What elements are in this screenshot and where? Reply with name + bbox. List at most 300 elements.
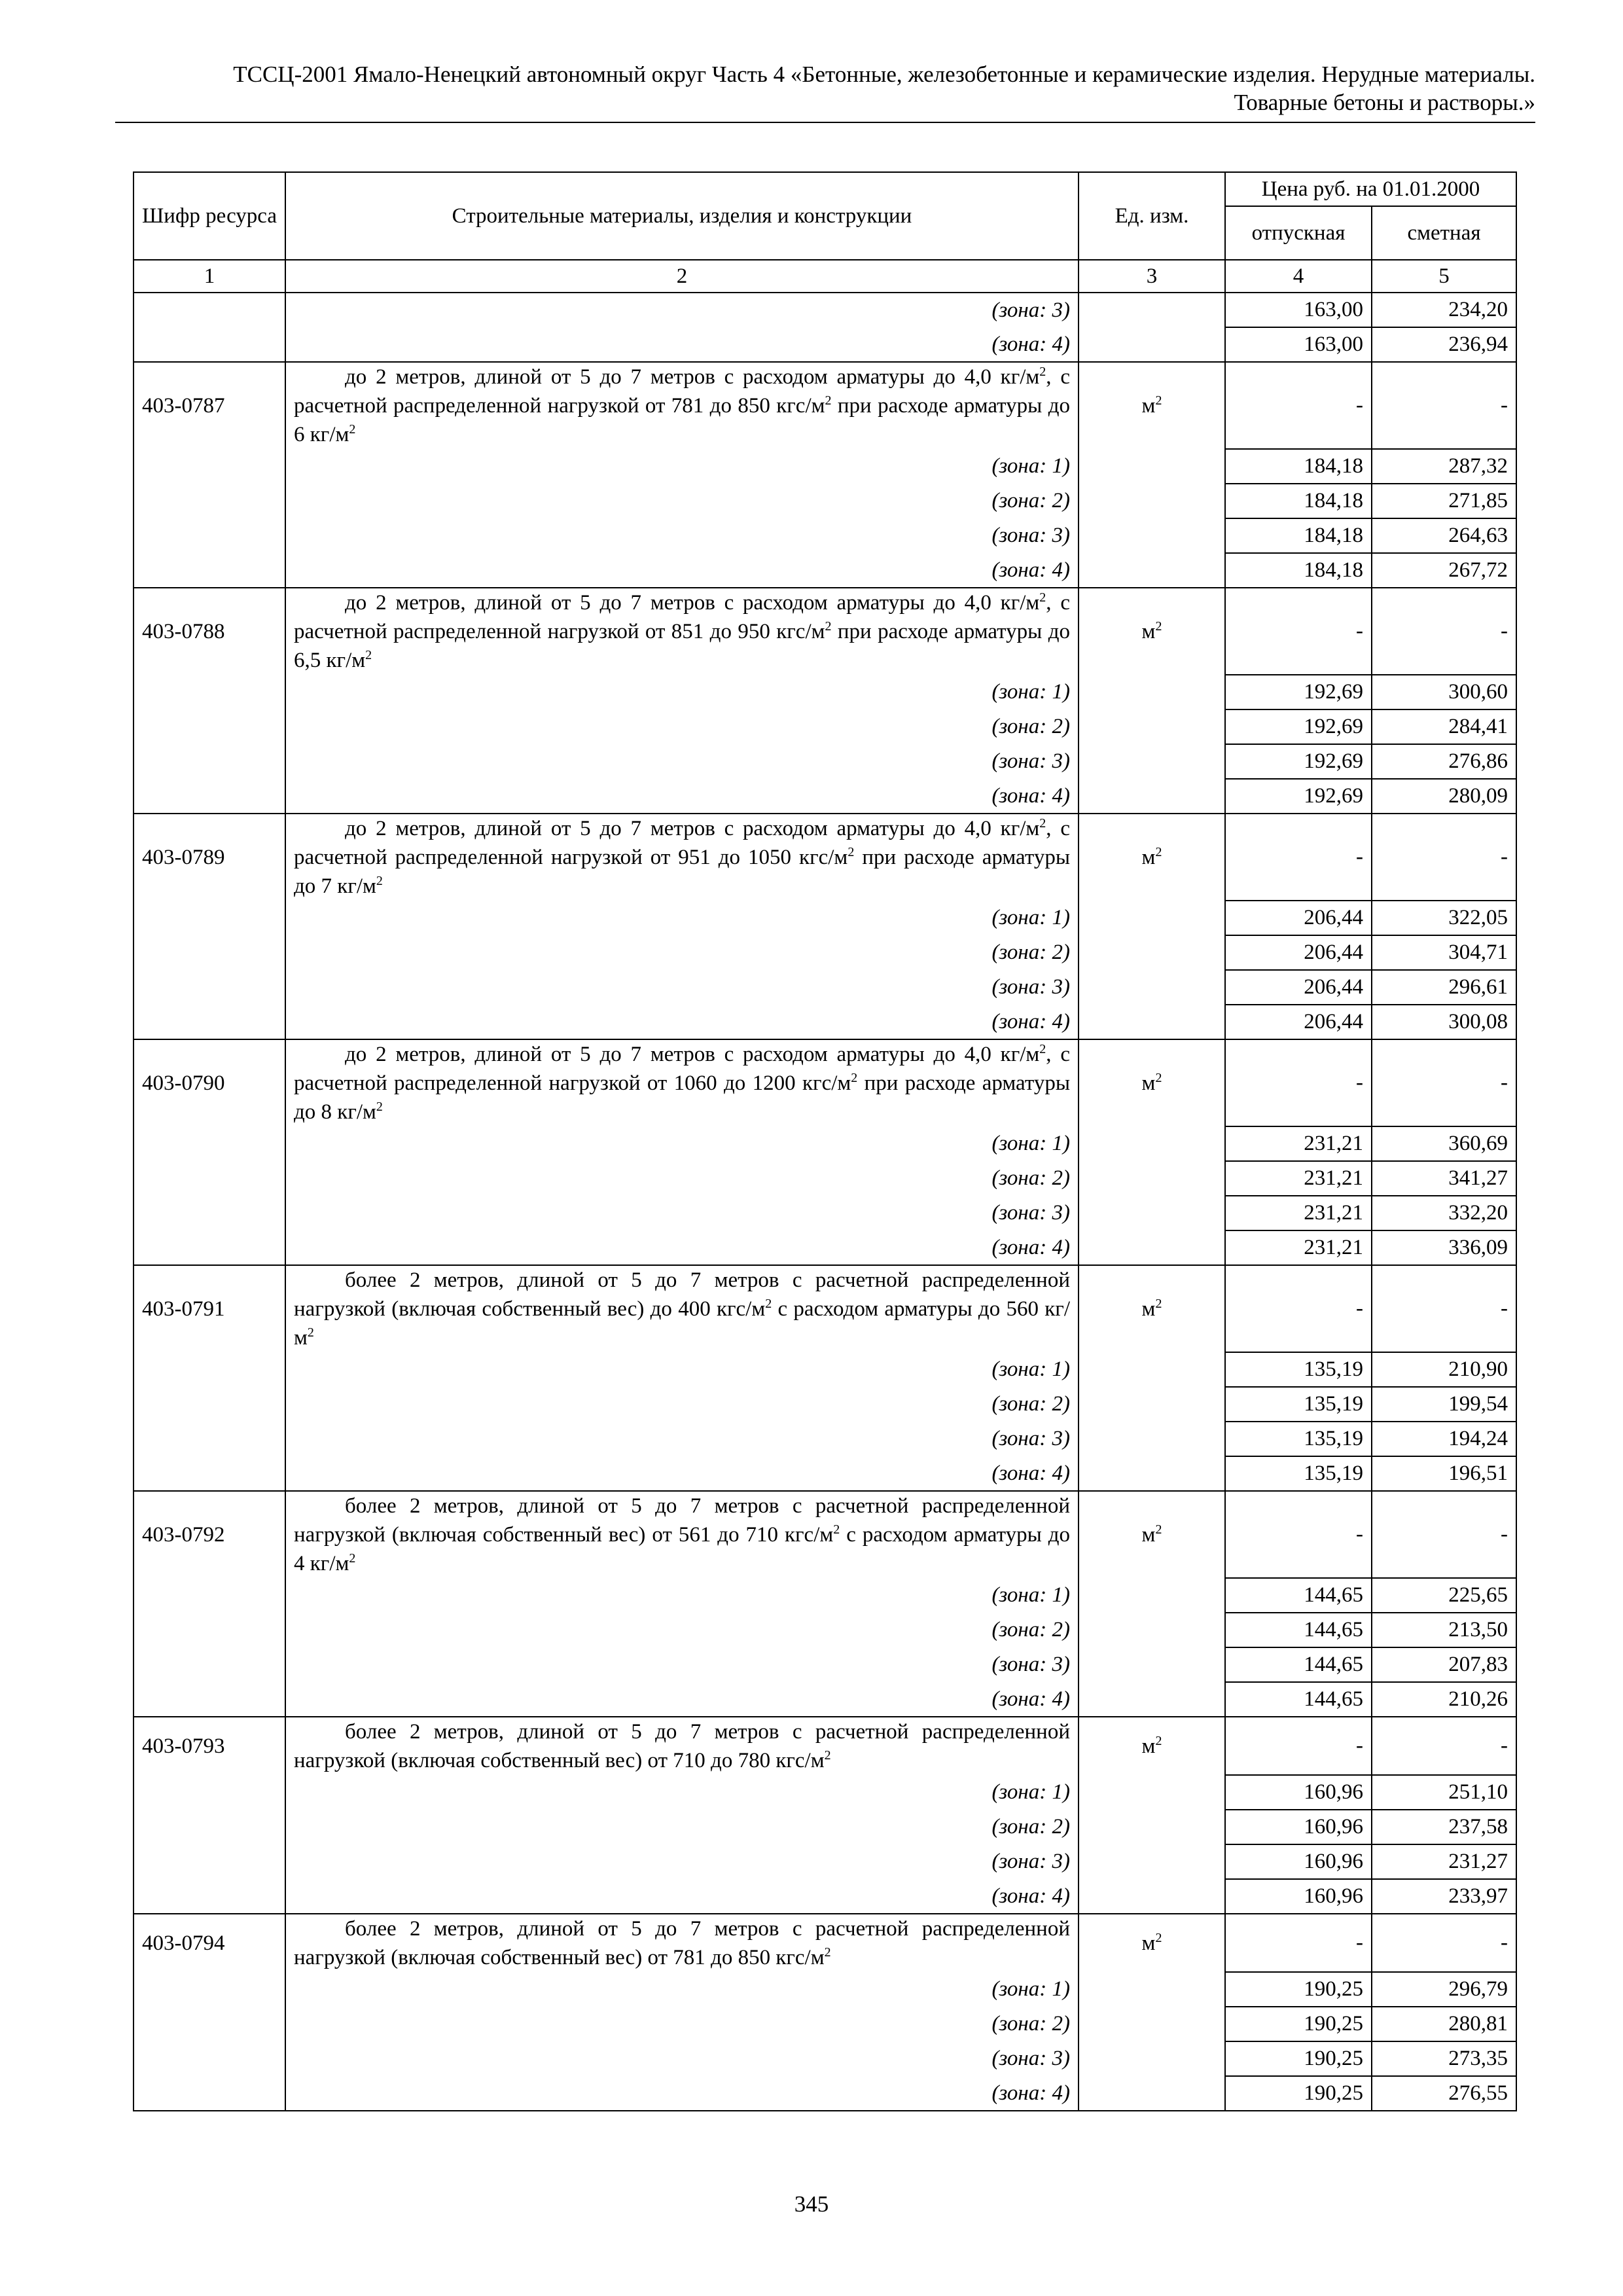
superscript: 2: [1155, 1522, 1162, 1537]
release-price: 144,65: [1225, 1613, 1372, 1647]
unit-cell-empty: [1079, 484, 1225, 518]
code-cell-empty: [134, 970, 285, 1005]
zone-row: [134, 518, 1516, 553]
zone-label: (зона: 1): [285, 1578, 1079, 1613]
release-price: 184,18: [1225, 449, 1372, 484]
zone-row: [134, 779, 1516, 814]
release-price: 192,69: [1225, 744, 1372, 779]
superscript: 2: [824, 1945, 831, 1960]
resource-code: 403-0791: [134, 1265, 285, 1352]
zone-label: (зона: 1): [285, 1775, 1079, 1810]
superscript: 2: [1155, 1930, 1162, 1945]
col-number: 1: [134, 260, 285, 293]
unit-cell-empty: [1079, 1230, 1225, 1265]
resource-code: 403-0794: [134, 1914, 285, 1972]
release-price: 184,18: [1225, 518, 1372, 553]
col-header-unit: Ед. изм.: [1079, 172, 1225, 260]
release-price: 206,44: [1225, 970, 1372, 1005]
zone-label: (зона: 4): [285, 1005, 1079, 1039]
estimate-price: 196,51: [1372, 1456, 1516, 1491]
zone-row: [134, 2041, 1516, 2076]
zone-label: (зона: 3): [285, 1422, 1079, 1456]
header-rule: [115, 122, 1535, 123]
estimate-price: 234,20: [1372, 293, 1516, 327]
description-part: при расходе арматуры до 6,5 кг/м: [294, 620, 1070, 672]
unit-cell: [1079, 1039, 1225, 1126]
code-cell-empty: [134, 293, 285, 327]
col-header-code: Шифр ресурса: [134, 172, 285, 260]
release-price: 190,25: [1225, 2041, 1372, 2076]
resource-row: [134, 814, 1516, 901]
unit-cell-empty: [1079, 293, 1225, 327]
unit-cell-empty: [1079, 1196, 1225, 1230]
resource-group: [134, 1491, 1516, 1717]
zone-row: [134, 1352, 1516, 1387]
code-cell-empty: [134, 1775, 285, 1810]
code-cell-empty: [134, 327, 285, 362]
unit-cell-empty: [1079, 970, 1225, 1005]
code-cell-empty: [134, 1844, 285, 1879]
unit-cell: [1079, 1914, 1225, 1972]
estimate-price: 360,69: [1372, 1126, 1516, 1161]
material-description: [285, 362, 1079, 449]
code-cell-empty: [134, 1613, 285, 1647]
resource-row: [134, 362, 1516, 449]
code-cell-empty: [134, 1387, 285, 1422]
unit-cell-empty: [1079, 1972, 1225, 2007]
zone-row: [134, 1879, 1516, 1914]
zone-row: [134, 1647, 1516, 1682]
code-cell-empty: [134, 709, 285, 744]
estimate-price: 280,81: [1372, 2007, 1516, 2041]
estimate-price: 194,24: [1372, 1422, 1516, 1456]
zone-row: [134, 1126, 1516, 1161]
col-header-price: Цена руб. на 01.01.2000: [1225, 172, 1516, 206]
superscript: 2: [1039, 590, 1046, 605]
code-cell-empty: [134, 1682, 285, 1717]
unit-cell-empty: [1079, 2076, 1225, 2111]
superscript: 2: [349, 422, 356, 437]
release-price: 190,25: [1225, 1972, 1372, 2007]
zone-label: (зона: 1): [285, 449, 1079, 484]
release-price: -: [1225, 1491, 1372, 1578]
superscript: 2: [824, 1748, 831, 1763]
estimate-price: 267,72: [1372, 553, 1516, 588]
zone-row: [134, 1456, 1516, 1491]
release-price: 135,19: [1225, 1387, 1372, 1422]
release-price: 206,44: [1225, 935, 1372, 970]
table-header: [134, 172, 1516, 293]
resource-row: [134, 1491, 1516, 1578]
estimate-price: 336,09: [1372, 1230, 1516, 1265]
code-cell-empty: [134, 1161, 285, 1196]
unit-cell-empty: [1079, 1647, 1225, 1682]
zone-label: (зона: 2): [285, 935, 1079, 970]
col-header-release: отпускная: [1225, 206, 1372, 260]
unit-cell-empty: [1079, 779, 1225, 814]
code-cell-empty: [134, 2076, 285, 2111]
release-price: 190,25: [1225, 2007, 1372, 2041]
zone-label: (зона: 4): [285, 2076, 1079, 2111]
code-cell-empty: [134, 675, 285, 709]
release-price: 160,96: [1225, 1844, 1372, 1879]
zone-row: [134, 1972, 1516, 2007]
description-part: , с расчетной распределенной нагрузкой от 1060 до 1200 кгс/м: [294, 1043, 1070, 1095]
release-price: -: [1225, 362, 1372, 449]
zone-row: [134, 901, 1516, 935]
release-price: 135,19: [1225, 1422, 1372, 1456]
resource-code: 403-0788: [134, 588, 285, 675]
release-price: 144,65: [1225, 1578, 1372, 1613]
zone-row: [134, 744, 1516, 779]
unit-cell-empty: [1079, 1810, 1225, 1844]
resource-row: [134, 1265, 1516, 1352]
material-description: [285, 1265, 1079, 1352]
material-description: [285, 1717, 1079, 1775]
zone-label: (зона: 2): [285, 1161, 1079, 1196]
zone-label: (зона: 4): [285, 779, 1079, 814]
release-price: 231,21: [1225, 1126, 1372, 1161]
estimate-price: 280,09: [1372, 779, 1516, 814]
resource-row: [134, 1039, 1516, 1126]
col-header-material: Строительные материалы, изделия и конструкции: [285, 172, 1079, 260]
zone-row: [134, 1578, 1516, 1613]
code-cell-empty: [134, 484, 285, 518]
code-cell-empty: [134, 1126, 285, 1161]
superscript: 2: [1155, 844, 1162, 859]
zone-row: [134, 935, 1516, 970]
code-cell-empty: [134, 779, 285, 814]
superscript: 2: [1039, 365, 1046, 379]
release-price: 192,69: [1225, 675, 1372, 709]
estimate-price: 300,08: [1372, 1005, 1516, 1039]
code-cell-empty: [134, 744, 285, 779]
col-header-estimate: сметная: [1372, 206, 1516, 260]
release-price: 135,19: [1225, 1352, 1372, 1387]
description-part: до 2 метров, длиной от 5 до 7 метров с расходом арматуры до 4,0 кг/м: [345, 1043, 1040, 1066]
zone-row: [134, 970, 1516, 1005]
code-cell-empty: [134, 1352, 285, 1387]
unit-text: м: [1141, 845, 1156, 869]
col-number: 4: [1225, 260, 1372, 293]
zone-label: (зона: 1): [285, 675, 1079, 709]
estimate-price: 225,65: [1372, 1578, 1516, 1613]
zone-label: (зона: 3): [285, 293, 1079, 327]
superscript: 2: [1039, 1042, 1046, 1056]
zone-label: (зона: 2): [285, 484, 1079, 518]
unit-cell: [1079, 1717, 1225, 1775]
zone-row: [134, 2007, 1516, 2041]
resource-row: [134, 588, 1516, 675]
price-table: [133, 171, 1517, 2111]
resource-row: [134, 1914, 1516, 1972]
description-part: до 2 метров, длиной от 5 до 7 метров с расходом арматуры до 4,0 кг/м: [345, 591, 1040, 615]
code-cell-empty: [134, 2007, 285, 2041]
estimate-price: 264,63: [1372, 518, 1516, 553]
estimate-price: 276,86: [1372, 744, 1516, 779]
estimate-price: -: [1372, 1265, 1516, 1352]
col-number: 2: [285, 260, 1079, 293]
zone-row: [134, 1230, 1516, 1265]
unit-cell-empty: [1079, 449, 1225, 484]
description-part: более 2 метров, длиной от 5 до 7 метров с расчетной распределенной нагрузкой (включая собственный вес) от 781 до 850 кгс/м: [294, 1917, 1070, 1969]
estimate-price: 251,10: [1372, 1775, 1516, 1810]
code-cell-empty: [134, 1647, 285, 1682]
release-price: -: [1225, 814, 1372, 901]
unit-cell-empty: [1079, 1578, 1225, 1613]
unit-cell: [1079, 1491, 1225, 1578]
estimate-price: 210,90: [1372, 1352, 1516, 1387]
estimate-price: 304,71: [1372, 935, 1516, 970]
description-part: с расходом арматуры до 4 кг/м: [294, 1523, 1070, 1575]
estimate-price: -: [1372, 1491, 1516, 1578]
material-description: [285, 1491, 1079, 1578]
estimate-price: 233,97: [1372, 1879, 1516, 1914]
superscript: 2: [1039, 816, 1046, 831]
unit-cell-empty: [1079, 901, 1225, 935]
estimate-price: 213,50: [1372, 1613, 1516, 1647]
superscript: 2: [376, 874, 383, 888]
estimate-price: 231,27: [1372, 1844, 1516, 1879]
estimate-price: 322,05: [1372, 901, 1516, 935]
col-number: 3: [1079, 260, 1225, 293]
release-price: -: [1225, 588, 1372, 675]
unit-cell-empty: [1079, 1352, 1225, 1387]
code-cell-empty: [134, 1196, 285, 1230]
resource-code: 403-0787: [134, 362, 285, 449]
material-description: [285, 1914, 1079, 1972]
unit-cell-empty: [1079, 327, 1225, 362]
resource-group: [134, 1039, 1516, 1265]
resource-code: 403-0790: [134, 1039, 285, 1126]
zone-row: [134, 1161, 1516, 1196]
zone-label: (зона: 3): [285, 1647, 1079, 1682]
estimate-price: 276,55: [1372, 2076, 1516, 2111]
unit-cell-empty: [1079, 1456, 1225, 1491]
code-cell-empty: [134, 1972, 285, 2007]
unit-cell-empty: [1079, 1005, 1225, 1039]
page-number: 345: [794, 2191, 829, 2217]
estimate-price: 284,41: [1372, 709, 1516, 744]
superscript: 2: [825, 619, 832, 634]
zone-label: (зона: 4): [285, 1682, 1079, 1717]
zone-label: (зона: 1): [285, 1126, 1079, 1161]
unit-cell-empty: [1079, 1844, 1225, 1879]
resource-group: [134, 1914, 1516, 2111]
superscript: 2: [307, 1325, 314, 1340]
zone-row: [134, 675, 1516, 709]
zone-row: [134, 327, 1516, 362]
zone-label: (зона: 1): [285, 1972, 1079, 2007]
zone-label: (зона: 1): [285, 1352, 1079, 1387]
release-price: 206,44: [1225, 1005, 1372, 1039]
resource-code: 403-0789: [134, 814, 285, 901]
estimate-price: 273,35: [1372, 2041, 1516, 2076]
zone-row: [134, 293, 1516, 327]
unit-text: м: [1141, 1931, 1156, 1955]
release-price: 231,21: [1225, 1230, 1372, 1265]
unit-text: м: [1141, 1522, 1156, 1547]
estimate-price: 296,61: [1372, 970, 1516, 1005]
code-cell-empty: [134, 1230, 285, 1265]
estimate-price: 237,58: [1372, 1810, 1516, 1844]
release-price: 160,96: [1225, 1810, 1372, 1844]
superscript: 2: [847, 845, 855, 859]
code-cell-empty: [134, 1456, 285, 1491]
zone-label: (зона: 4): [285, 553, 1079, 588]
zone-row: [134, 1613, 1516, 1647]
release-price: 231,21: [1225, 1196, 1372, 1230]
zone-row: [134, 1422, 1516, 1456]
resource-group: [134, 1265, 1516, 1491]
description-part: до 2 метров, длиной от 5 до 7 метров с расходом арматуры до 4,0 кг/м: [345, 817, 1040, 840]
unit-cell-empty: [1079, 709, 1225, 744]
zone-row: [134, 1775, 1516, 1810]
estimate-price: -: [1372, 1039, 1516, 1126]
superscript: 2: [1155, 1733, 1162, 1748]
description-part: , с расчетной распределенной нагрузкой от 781 до 850 кгс/м: [294, 365, 1070, 418]
zone-label: (зона: 3): [285, 744, 1079, 779]
zone-label: (зона: 2): [285, 2007, 1079, 2041]
unit-cell-empty: [1079, 2007, 1225, 2041]
description-part: при расходе арматуры до 6 кг/м: [294, 394, 1070, 446]
superscript: 2: [833, 1522, 840, 1537]
release-price: -: [1225, 1039, 1372, 1126]
unit-text: м: [1141, 619, 1156, 643]
zone-row: [134, 1844, 1516, 1879]
estimate-price: 271,85: [1372, 484, 1516, 518]
material-description: [285, 814, 1079, 901]
zone-label: (зона: 4): [285, 1230, 1079, 1265]
col-number: 5: [1372, 260, 1516, 293]
release-price: 192,69: [1225, 709, 1372, 744]
superscript: 2: [376, 1100, 383, 1114]
unit-cell-empty: [1079, 518, 1225, 553]
release-price: 144,65: [1225, 1682, 1372, 1717]
superscript: 2: [825, 393, 832, 408]
release-price: 160,96: [1225, 1775, 1372, 1810]
description-part: , с расчетной распределенной нагрузкой от 851 до 950 кгс/м: [294, 591, 1070, 643]
unit-cell-empty: [1079, 744, 1225, 779]
description-part: с расходом арматуры до 560 кг/м: [294, 1297, 1070, 1350]
release-price: 231,21: [1225, 1161, 1372, 1196]
description-part: более 2 метров, длиной от 5 до 7 метров с расчетной распределенной нагрузкой (включая собственный вес) от 710 до 780 кгс/м: [294, 1720, 1070, 1772]
description-part: более 2 метров, длиной от 5 до 7 метров с расчетной распределенной нагрузкой (включая собственный вес) до 400 кгс/м: [294, 1268, 1070, 1321]
zone-label: (зона: 3): [285, 1844, 1079, 1879]
code-cell-empty: [134, 935, 285, 970]
zone-label: (зона: 1): [285, 901, 1079, 935]
estimate-price: 332,20: [1372, 1196, 1516, 1230]
estimate-price: 199,54: [1372, 1387, 1516, 1422]
unit-cell-empty: [1079, 1682, 1225, 1717]
release-price: 190,25: [1225, 2076, 1372, 2111]
code-cell-empty: [134, 1810, 285, 1844]
resource-group: [134, 814, 1516, 1039]
carryover-group: [134, 293, 1516, 362]
estimate-price: 287,32: [1372, 449, 1516, 484]
superscript: 2: [851, 1071, 858, 1085]
unit-cell-empty: [1079, 1161, 1225, 1196]
code-cell-empty: [134, 2041, 285, 2076]
release-price: 144,65: [1225, 1647, 1372, 1682]
unit-text: м: [1141, 1297, 1156, 1321]
code-cell-empty: [134, 1879, 285, 1914]
release-price: 163,00: [1225, 293, 1372, 327]
zone-label: (зона: 3): [285, 1196, 1079, 1230]
estimate-price: 207,83: [1372, 1647, 1516, 1682]
zone-row: [134, 1005, 1516, 1039]
description-part: при расходе арматуры до 7 кг/м: [294, 846, 1070, 898]
unit-cell-empty: [1079, 553, 1225, 588]
unit-text: м: [1141, 1071, 1156, 1095]
estimate-price: -: [1372, 362, 1516, 449]
zone-row: [134, 1682, 1516, 1717]
code-cell-empty: [134, 449, 285, 484]
zone-row: [134, 449, 1516, 484]
release-price: 163,00: [1225, 327, 1372, 362]
unit-cell-empty: [1079, 1422, 1225, 1456]
zone-label: (зона: 2): [285, 1387, 1079, 1422]
estimate-price: 300,60: [1372, 675, 1516, 709]
zone-label: (зона: 2): [285, 1810, 1079, 1844]
release-price: 184,18: [1225, 553, 1372, 588]
zone-label: (зона: 4): [285, 1879, 1079, 1914]
description-part: до 2 метров, длиной от 5 до 7 метров с расходом арматуры до 4,0 кг/м: [345, 365, 1040, 389]
estimate-price: 236,94: [1372, 327, 1516, 362]
resource-code: 403-0793: [134, 1717, 285, 1775]
estimate-price: -: [1372, 1717, 1516, 1775]
zone-label: (зона: 2): [285, 1613, 1079, 1647]
material-description: [285, 1039, 1079, 1126]
estimate-price: -: [1372, 814, 1516, 901]
release-price: 206,44: [1225, 901, 1372, 935]
column-numbers-row: [134, 260, 1516, 293]
zone-row: [134, 484, 1516, 518]
estimate-price: 210,26: [1372, 1682, 1516, 1717]
release-price: -: [1225, 1265, 1372, 1352]
resource-group: [134, 588, 1516, 814]
estimate-price: -: [1372, 588, 1516, 675]
unit-cell: [1079, 1265, 1225, 1352]
release-price: 192,69: [1225, 779, 1372, 814]
code-cell-empty: [134, 1005, 285, 1039]
unit-cell-empty: [1079, 935, 1225, 970]
release-price: -: [1225, 1914, 1372, 1972]
unit-cell-empty: [1079, 1387, 1225, 1422]
unit-text: м: [1141, 393, 1156, 418]
unit-cell: [1079, 588, 1225, 675]
superscript: 2: [1155, 393, 1162, 408]
unit-cell-empty: [1079, 1775, 1225, 1810]
release-price: 135,19: [1225, 1456, 1372, 1491]
unit-cell-empty: [1079, 1613, 1225, 1647]
unit-cell: [1079, 814, 1225, 901]
header-line-1: ТССЦ-2001 Ямало-Ненецкий автономный округ Часть 4 «Бетонные, железобетонные и керамические изделия. Нерудные материалы.: [233, 62, 1535, 87]
unit-cell: [1079, 362, 1225, 449]
zone-row: [134, 2076, 1516, 2111]
unit-text: м: [1141, 1734, 1156, 1758]
superscript: 2: [1155, 1296, 1162, 1311]
unit-cell-empty: [1079, 1879, 1225, 1914]
release-price: 184,18: [1225, 484, 1372, 518]
zone-row: [134, 709, 1516, 744]
zone-row: [134, 553, 1516, 588]
code-cell-empty: [134, 1578, 285, 1613]
unit-cell-empty: [1079, 2041, 1225, 2076]
description-part: более 2 метров, длиной от 5 до 7 метров с расчетной распределенной нагрузкой (включая собственный вес) от 561 до 710 кгс/м: [294, 1494, 1070, 1547]
superscript: 2: [1155, 1070, 1162, 1085]
estimate-price: -: [1372, 1914, 1516, 1972]
